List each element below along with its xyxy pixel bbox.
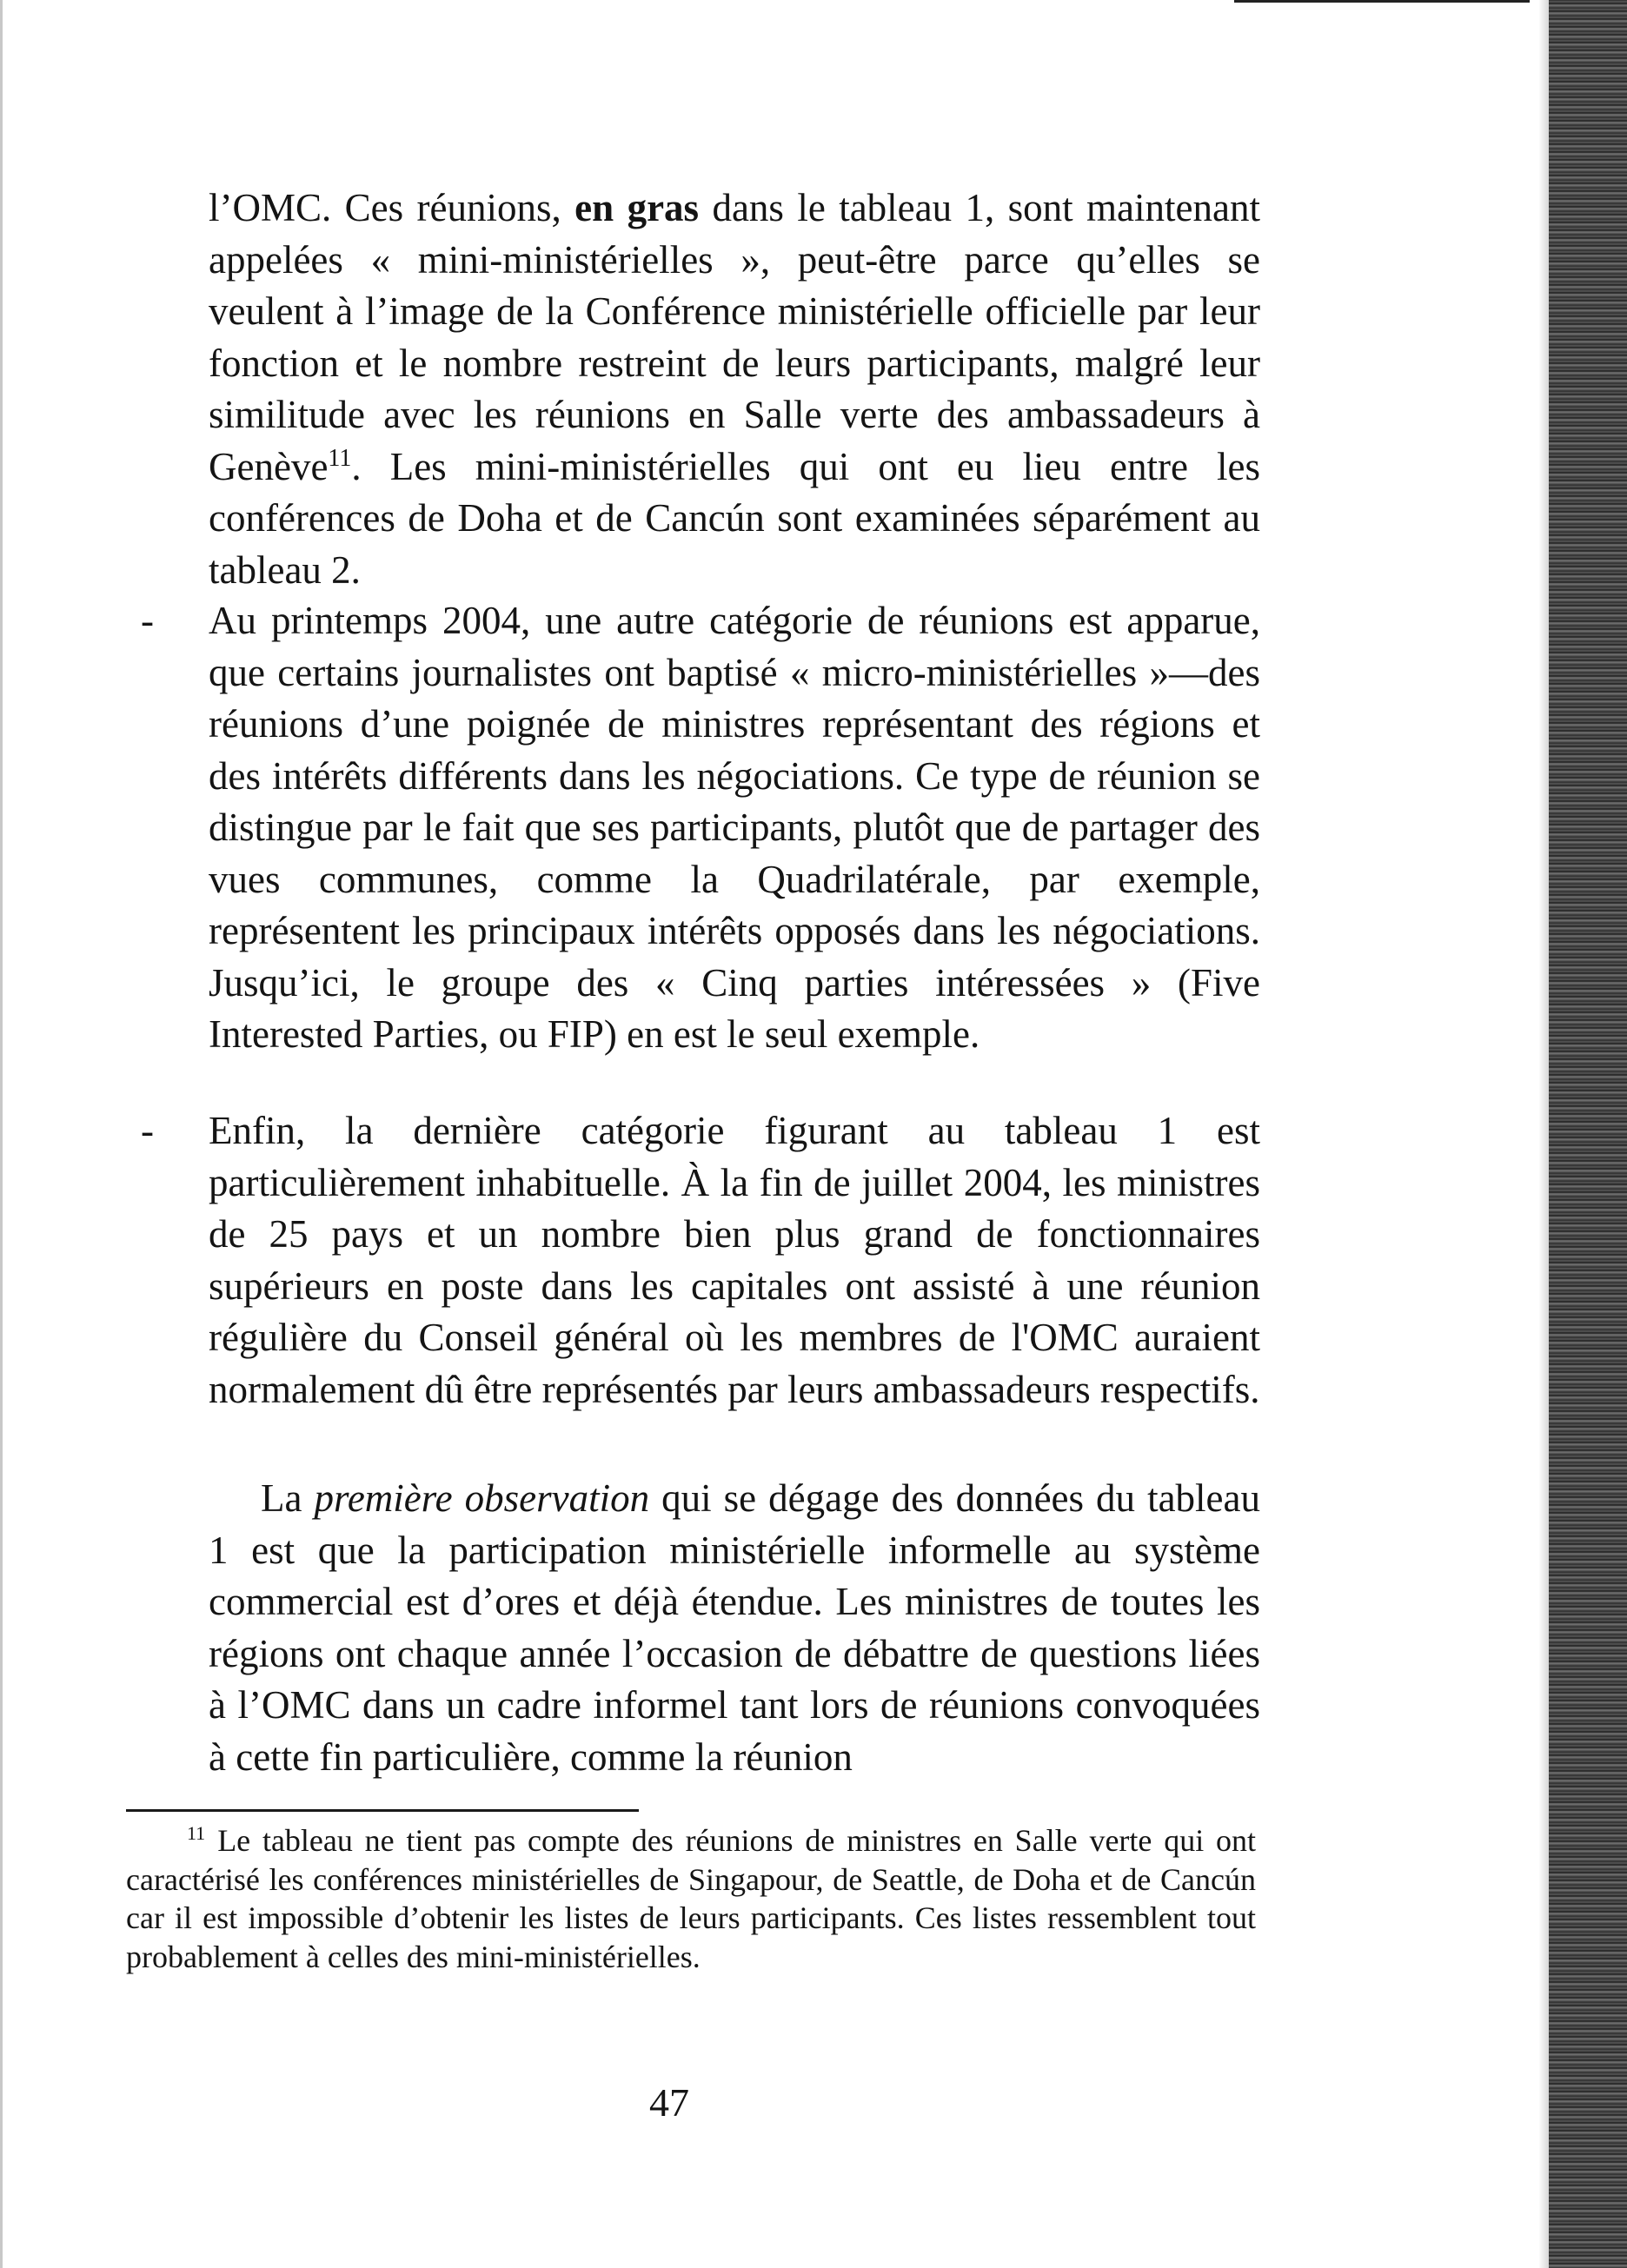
footnote-number: 11	[187, 1822, 206, 1844]
footnote-separator	[126, 1809, 639, 1812]
page-binding-edge	[1549, 0, 1627, 2268]
footnote	[126, 1821, 1256, 1976]
list-item-text: Au printemps 2004, une autre catégorie de réunions est apparue, que certains journalistes ont baptisé « micro-ministérielles »—des réunions d’une poignée de ministres représentant des régions et des intérêts différents dans les négociations. Ce type de réunion se distingue par le fait que ses participants, plutôt que de partager des vues communes, comme la Quadrilatérale, par exemple, représentent les principaux intérêts opposés dans les négociations. Jusqu’ici, le groupe des « Cinq parties intéressées » (Five Interested Parties, ou FIP) en est le seul exemple.	[209, 599, 1260, 1056]
para1-text-3: . Les mini-ministérielles qui ont eu lieu entre les conférences de Doha et de Cancún sont examinées séparément au tableau 2.	[209, 444, 1260, 592]
list-item	[130, 1105, 1260, 1416]
list-dash: -	[141, 599, 154, 642]
paragraph-continuation	[209, 182, 1260, 596]
para2-italic-text: première observation	[314, 1476, 650, 1520]
footnote-reference: 11	[328, 444, 352, 472]
para1-text-2: dans le tableau 1, sont maintenant appelées « mini-ministérielles », peut-être parce qu’elles se veulent à l’image de la Conférence ministérielle officielle par leur fonction et le nombre restreint de leurs participants, malgré leur similitude avec les réunions en Salle verte des ambassadeurs à Genève	[209, 186, 1260, 488]
list-dash: -	[141, 1109, 154, 1152]
paragraph-observation	[209, 1473, 1260, 1783]
para2-text-2: qui se dégage des données du tableau 1 est que la participation ministérielle informelle au système commercial est d’ores et déjà étendue. Les ministres de toutes les régions ont chaque année l’occasion de débattre de questions liées à l’OMC dans un cadre informel tant lors de réunions convoquées à cette fin particulière, comme la réunion	[209, 1476, 1260, 1779]
para1-text-1: l’OMC. Ces réunions,	[209, 186, 575, 229]
footnote-text: Le tableau ne tient pas compte des réunions de ministres en Salle verte qui ont caractérisé les conférences ministérielles de Singapour, de Seattle, de Doha et de Cancún car il est impossible d’obtenir les listes de leurs participants. Ces listes ressemblent tout probablement à celles des mini-ministérielles.	[126, 1823, 1256, 1974]
page-number: 47	[649, 2080, 689, 2125]
para1-bold-text: en gras	[574, 186, 700, 229]
list-item	[130, 595, 1260, 1061]
list-item-text: Enfin, la dernière catégorie figurant au tableau 1 est particulièrement inhabituelle. À la fin de juillet 2004, les ministres de 25 pays et un nombre bien plus grand de fonctionnaires supérieurs en poste dans les capitales ont assisté à une réunion régulière du Conseil général où les membres de l'OMC auraient normalement dû être représentés par leurs ambassadeurs respectifs.	[209, 1109, 1260, 1411]
page-left-edge	[0, 0, 3, 2268]
page-top-edge	[1234, 0, 1530, 3]
para2-text-1: La	[261, 1476, 315, 1520]
